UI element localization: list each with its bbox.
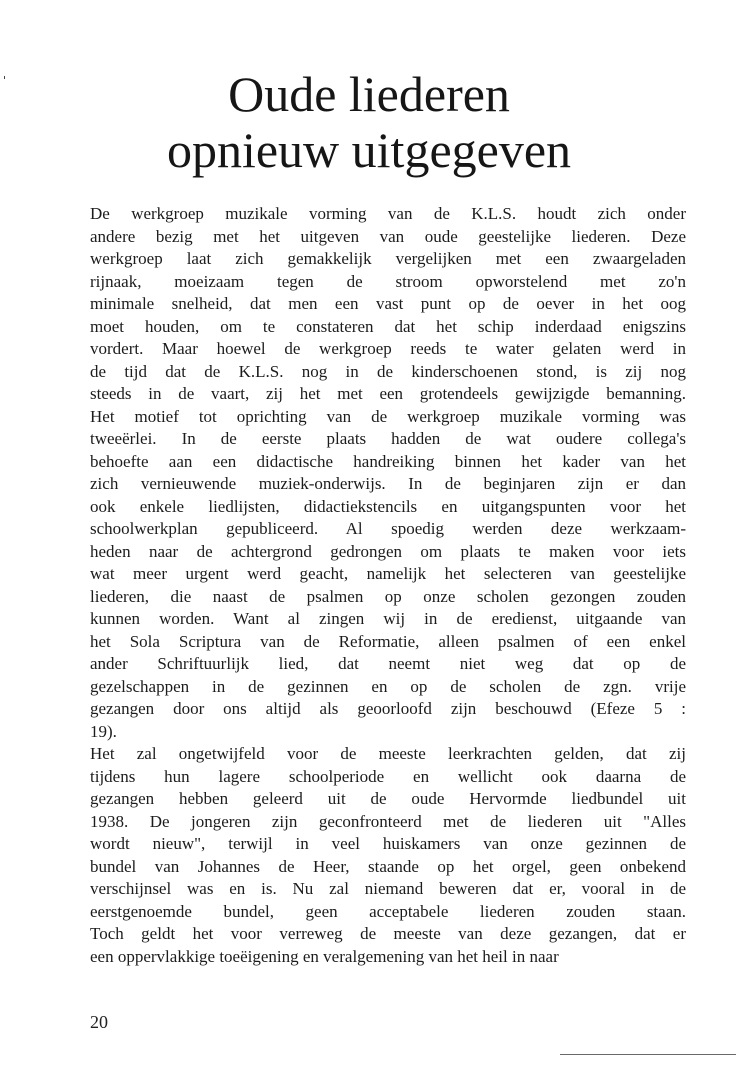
text-line: tweeërlei. In de eerste plaats hadden de wat oudere collega's bbox=[90, 429, 686, 448]
text-line: een oppervlakkige toeëigening en veralgemening van het heil in naar bbox=[90, 946, 559, 966]
text-line: heden naar de achtergrond gedrongen om plaats te maken voor iets bbox=[90, 541, 686, 561]
text-line: gezelschappen in de gezinnen en op de scholen de zgn. vrije bbox=[90, 676, 686, 696]
text-line: verschijnsel was en is. Nu zal niemand beweren dat er, vooral in de bbox=[90, 879, 686, 898]
text-line: zich vernieuwende muziek-onderwijs. In de beginjaren zijn er dan bbox=[90, 474, 686, 493]
paragraph bbox=[90, 743, 686, 968]
text-line: moet houden, om te constateren dat het schip inderdaad enigszins bbox=[90, 316, 686, 336]
text-line: wordt nieuw", terwijl in veel huiskamers van onze gezinnen de bbox=[90, 834, 686, 853]
page-number: 20 bbox=[90, 1012, 108, 1032]
text-line: 1938. De jongeren zijn geconfronteerd met de liederen uit "Alles bbox=[90, 811, 686, 831]
text-line: gezangen hebben geleerd uit de oude Hervormde liedbundel uit bbox=[90, 789, 686, 808]
text-line: ander Schriftuurlijk lied, dat neemt niet weg dat op de bbox=[90, 654, 686, 673]
text-line: De werkgroep muzikale vorming van de K.L.S. houdt zich onder bbox=[90, 204, 686, 223]
text-line: Toch geldt het voor verreweg de meeste van deze gezangen, dat er bbox=[90, 924, 686, 943]
text-line: Het motief tot oprichting van de werkgroep muzikale vorming was bbox=[90, 406, 686, 426]
text-line: schoolwerkplan gepubliceerd. Al spoedig werden deze werkzaam- bbox=[90, 519, 686, 538]
footer-rule bbox=[560, 1054, 736, 1055]
text-line: de tijd dat de K.L.S. nog in de kinderschoenen stond, is zij nog bbox=[90, 361, 686, 381]
text-line: liederen, die naast de psalmen op onze scholen gezongen zouden bbox=[90, 586, 686, 606]
text-line: het Sola Scriptura van de Reformatie, alleen psalmen of een enkel bbox=[90, 631, 686, 651]
text-line: gezangen door ons altijd als geoorloofd zijn beschouwd (Efeze 5 : bbox=[90, 699, 686, 718]
text-line: rijnaak, moeizaam tegen de stroom opworstelend met zo'n bbox=[90, 271, 686, 291]
text-line: werkgroep laat zich gemakkelijk vergelijken met een zwaargeladen bbox=[90, 249, 686, 268]
text-line: 19). bbox=[90, 721, 117, 741]
page-title bbox=[0, 66, 738, 178]
text-line: behoefte aan een didactische handreiking binnen het kader van het bbox=[90, 451, 686, 471]
text-line: steeds in de vaart, zij het met een grotendeels gewijzigde bemanning. bbox=[90, 384, 686, 403]
text-line: minimale snelheid, dat men een vast punt op de oever in het oog bbox=[90, 294, 686, 313]
text-line: kunnen worden. Want al zingen wij in de eredienst, uitgaande van bbox=[90, 609, 686, 628]
text-line: andere bezig met het uitgeven van oude geestelijke liederen. Deze bbox=[90, 226, 686, 246]
text-line: eerstgenoemde bundel, geen acceptabele liederen zouden staan. bbox=[90, 901, 686, 921]
paragraph bbox=[90, 203, 686, 743]
text-line: bundel van Johannes de Heer, staande op het orgel, geen onbekend bbox=[90, 856, 686, 876]
article-body bbox=[90, 203, 686, 968]
text-line: vordert. Maar hoewel de werkgroep reeds te water gelaten werd in bbox=[90, 339, 686, 358]
text-line: tijdens hun lagere schoolperiode en wellicht ook daarna de bbox=[90, 766, 686, 786]
text-line: ook enkele liedlijsten, didactiekstencils en uitgangspunten voor het bbox=[90, 496, 686, 516]
title-line-1: Oude liederen bbox=[228, 66, 510, 122]
text-line: Het zal ongetwijfeld voor de meeste leerkrachten gelden, dat zij bbox=[90, 744, 686, 763]
title-line-2: opnieuw uitgegeven bbox=[166, 122, 572, 178]
text-line: wat meer urgent werd geacht, namelijk het selecteren van geestelijke bbox=[90, 564, 686, 583]
